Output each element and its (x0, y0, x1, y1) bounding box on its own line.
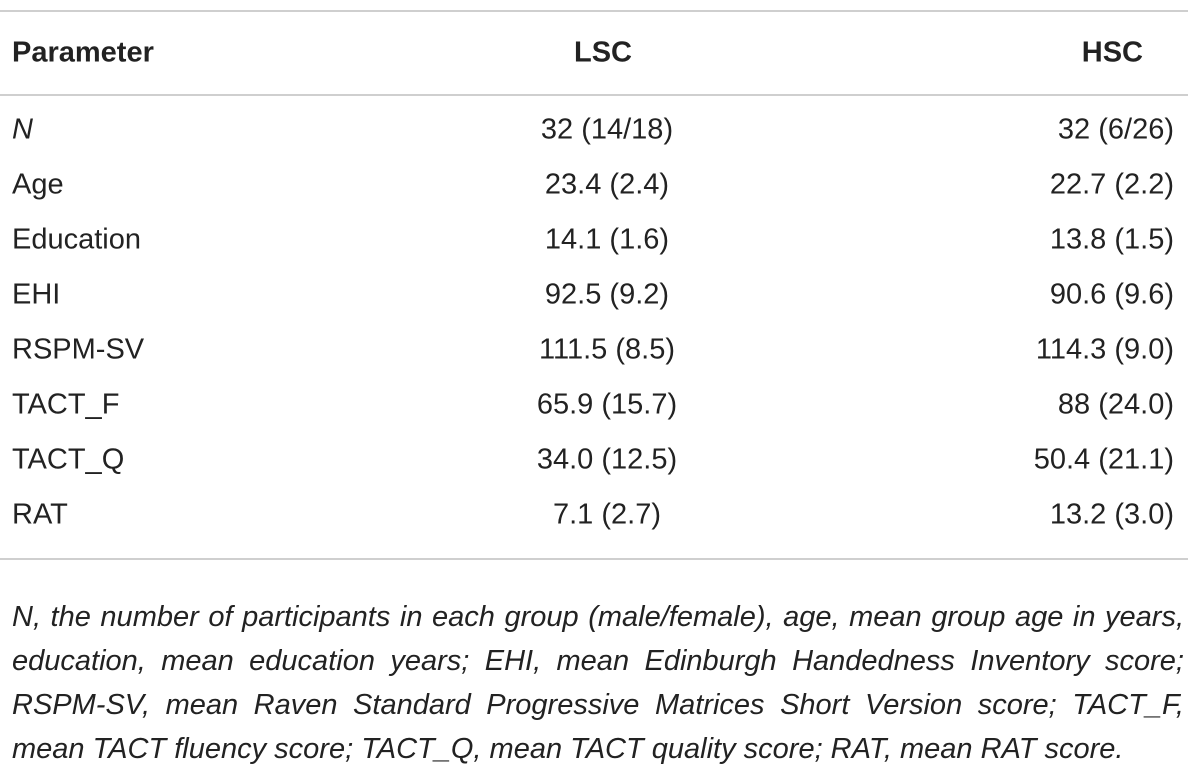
row-hsc-value: 50.4 (21.1) (1033, 443, 1174, 475)
header-parameter: Parameter (12, 36, 154, 69)
table-row (0, 157, 1188, 212)
row-parameter: Education (12, 223, 141, 255)
row-parameter: TACT_Q (12, 443, 125, 475)
row-parameter: EHI (12, 278, 61, 310)
table-row (0, 102, 1188, 157)
row-parameter: N (12, 113, 33, 145)
row-lsc-value: 92.5 (9.2) (544, 278, 670, 310)
row-hsc-value: 13.2 (3.0) (1049, 498, 1174, 530)
table-row (0, 212, 1188, 267)
row-hsc-value: 13.8 (1.5) (1049, 223, 1174, 255)
table-footnote: N, the number of participants in each group (male/female), age, mean group age in years, education, mean education years; EHI, mean Edinburgh Handedness Inventory score; RSPM-SV, mean Raven Standard Progressive Matrices Short Version score; TACT_F, mean TACT fluency score; TACT_Q, mean TACT quality score; RAT, mean RAT score. (12, 601, 1184, 765)
header-hsc: HSC (1081, 36, 1143, 69)
bottom-rule (0, 558, 1188, 560)
table-row (0, 267, 1188, 322)
table-header-row (0, 12, 1188, 94)
row-lsc-value: 7.1 (2.7) (553, 498, 661, 530)
table-row (0, 487, 1188, 542)
row-lsc-value: 111.5 (8.5) (539, 333, 675, 365)
row-lsc-value: 32 (14/18) (540, 113, 674, 145)
row-hsc-value: 114.3 (9.0) (1035, 333, 1174, 365)
row-parameter: RAT (12, 498, 68, 530)
row-hsc-value: 90.6 (9.6) (1049, 278, 1174, 310)
row-lsc-value: 34.0 (12.5) (536, 443, 678, 475)
table-row (0, 322, 1188, 377)
header-lsc: LSC (574, 36, 632, 69)
row-hsc-value: 32 (6/26) (1057, 113, 1174, 145)
row-lsc-value: 14.1 (1.6) (544, 223, 670, 255)
row-parameter: RSPM-SV (12, 333, 145, 365)
table-row (0, 432, 1188, 487)
data-table (0, 10, 1188, 560)
row-hsc-value: 22.7 (2.2) (1049, 168, 1174, 200)
row-hsc-value: 88 (24.0) (1057, 388, 1174, 420)
table-row (0, 377, 1188, 432)
table-body (0, 96, 1188, 558)
row-parameter: Age (12, 168, 64, 200)
row-lsc-value: 65.9 (15.7) (536, 388, 678, 420)
row-lsc-value: 23.4 (2.4) (544, 168, 670, 200)
row-parameter: TACT_F (12, 388, 120, 420)
